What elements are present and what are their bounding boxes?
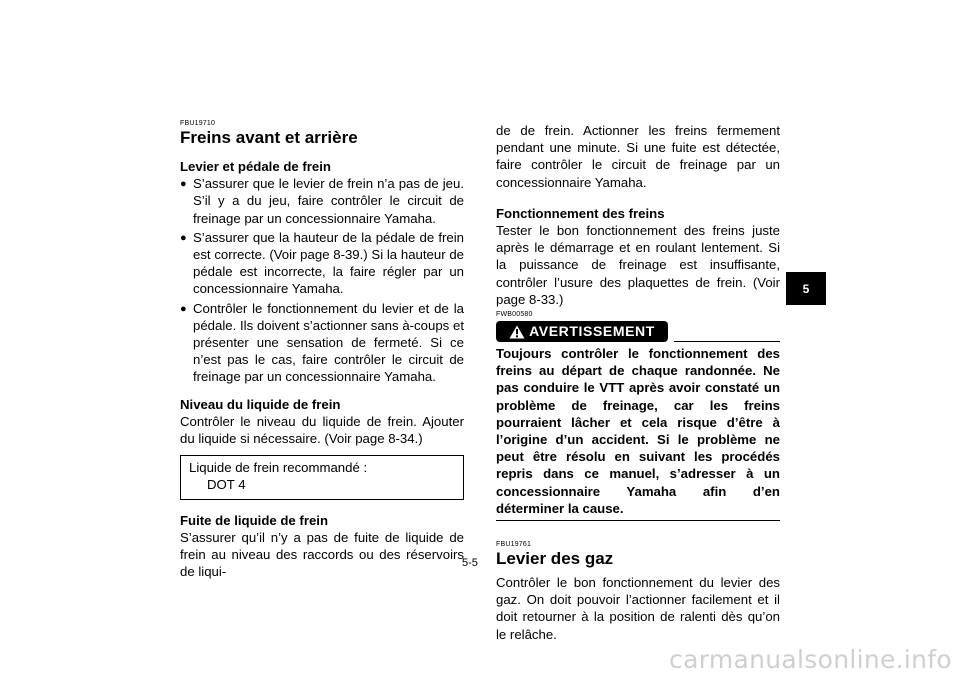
operation-heading: Fonctionnement des freins — [496, 205, 665, 221]
chapter-tab: 5 — [786, 272, 826, 305]
bullet-icon: ● — [180, 302, 187, 315]
bullet-icon: ● — [180, 231, 187, 244]
lever-heading: Levier et pédale de frein — [180, 159, 331, 174]
fluid-text: Contrôler le niveau du liquide de frein. Ajouter du liquide si nécessaire. (Voir page 8-34.) — [180, 413, 464, 447]
section-code: FBU19761 — [496, 541, 532, 549]
left-column — [180, 120, 464, 580]
warning-rule — [674, 341, 780, 342]
leak-heading: Fuite de liquide de frein — [180, 512, 329, 528]
continuation-text: de de frein. Actionner les freins fermement pendant une minute. Si une fuite est détectée, faire contrôler le circuit de freinage par un concessionnaire Yamaha. — [496, 123, 780, 190]
warning-badge — [496, 321, 668, 342]
warning-header — [496, 321, 780, 343]
page-number: 5-5 — [462, 557, 478, 569]
section-title: Freins avant et arrière — [180, 128, 358, 147]
bullet-icon: ● — [180, 178, 187, 191]
list-item — [180, 229, 464, 298]
leak-text: S’assurer qu’il n’y a pas de fuite de liquide de frein au niveau des raccords ou des réservoirs de liqui- — [180, 529, 464, 580]
lever-bullet-list — [180, 175, 464, 385]
list-item — [180, 175, 464, 227]
list-item-text: S’assurer que la hauteur de la pédale de frein est correcte. (Voir page 8-39.) Si la hauteur de pédale est incorrecte, la faire régler par un concessionnaire Yamaha. — [193, 229, 464, 297]
list-item — [180, 300, 464, 386]
warning-label: AVERTISSEMENT — [529, 322, 655, 339]
section-code: FBU19710 — [180, 120, 216, 127]
fluid-heading: Niveau du liquide de frein — [180, 396, 341, 412]
list-item-text: S’assurer que le levier de frein n’a pas de jeu. S’il y a du jeu, faire contrôler le circuit de freinage par un concessionnaire Yamaha. — [193, 176, 464, 226]
watermark: carmanualsonline.info — [669, 645, 952, 674]
right-column — [496, 122, 780, 643]
list-item-text: Contrôler le fonctionnement du levier et de la pédale. Ils doivent s’actionner sans à-coups et présenter une sensation de fermeté. Si ce n’est pas le cas, faire contrôler le circuit de freinage par un concessionnaire Yamaha. — [193, 300, 464, 385]
spec-box — [180, 455, 464, 499]
spec-label: Liquide de frein recommandé : — [189, 460, 368, 476]
warning-code: FWB00580 — [496, 311, 533, 319]
warning-triangle-icon — [509, 325, 525, 339]
spec-value: DOT 4 — [207, 477, 246, 493]
section-title: Levier des gaz — [496, 549, 614, 569]
warning-text: Toujours contrôler le fonctionnement des freins au départ de chaque randonnée. Ne pas conduire le VTT après avoir constaté un problème de freinage, car les freins pourraient lâcher et cela risque d’être à l’origine d’un accident. Si le problème ne peut être résolu en suivant les procédés repris dans ce manuel, s’adresser à un concessionnaire Yamaha afin d’en déterminer la cause. — [496, 345, 780, 521]
throttle-text: Contrôler le bon fonctionnement du levier des gaz. On doit pouvoir l’actionner facilement et il doit retourner à la position de ralenti dès qu’on le relâche. — [496, 575, 780, 642]
operation-text: Tester le bon fonctionnement des freins juste après le démarrage et en roulant lentement. Si la puissance de freinage est insuffisante, contrôler l’usure des plaquettes de frein. (Voir page 8-33.) — [496, 223, 780, 307]
